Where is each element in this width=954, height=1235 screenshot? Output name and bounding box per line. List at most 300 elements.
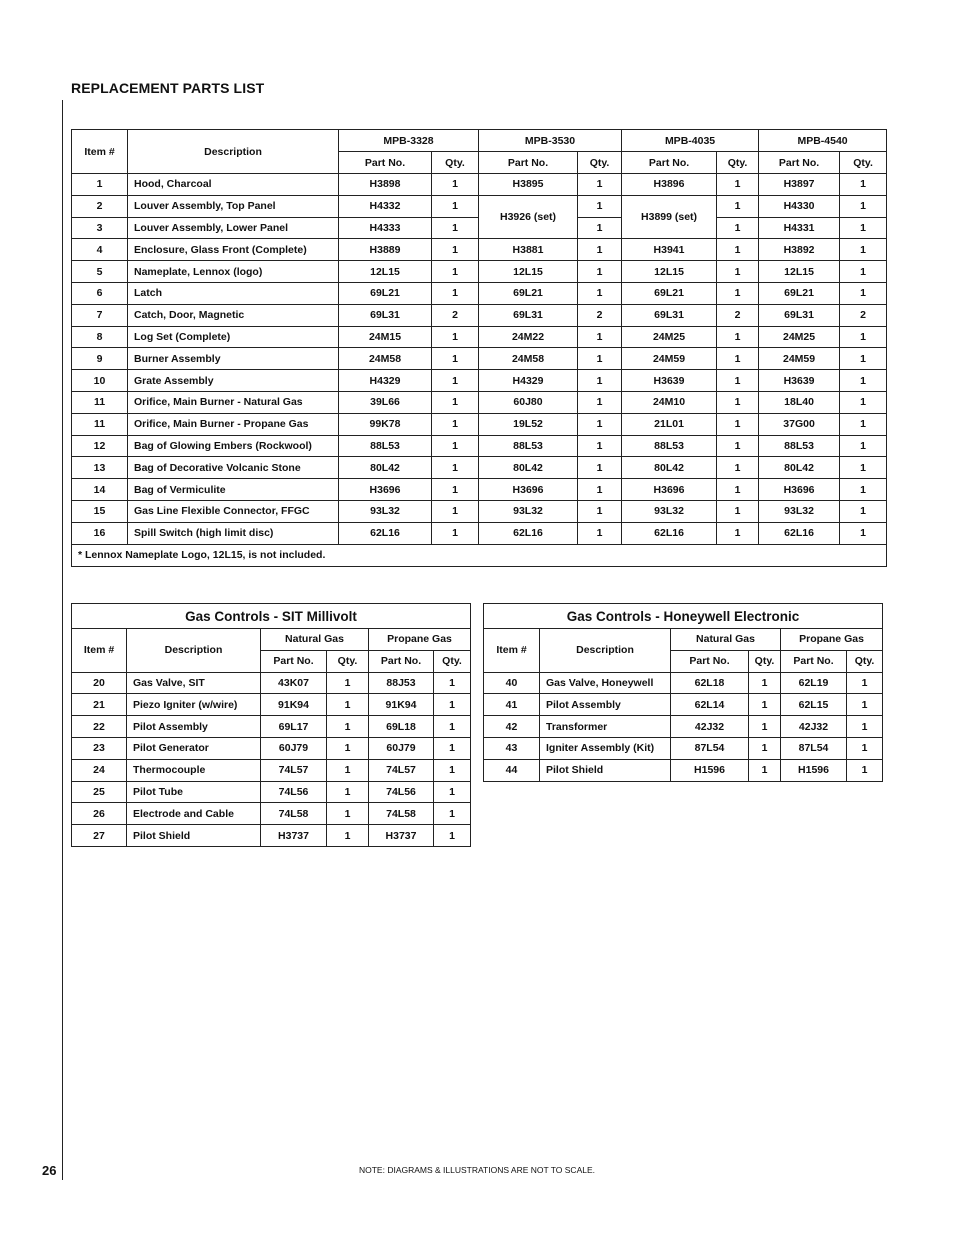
part-number: H4331 xyxy=(759,217,840,239)
part-number: 18L40 xyxy=(759,391,840,413)
part-number: H3696 xyxy=(479,479,578,501)
quantity: 1 xyxy=(578,348,622,370)
col-header-natural-gas: Natural Gas xyxy=(671,629,781,651)
part-number: 99K78 xyxy=(339,413,432,435)
part-number: 62L16 xyxy=(759,522,840,544)
part-number: 62L16 xyxy=(339,522,432,544)
quantity: 1 xyxy=(840,261,887,283)
col-header-qty: Qty. xyxy=(847,650,883,672)
col-header-part-no: Part No. xyxy=(622,152,717,174)
natural-gas-quantity: 1 xyxy=(749,716,781,738)
part-number: 24M10 xyxy=(622,391,717,413)
quantity: 1 xyxy=(578,239,622,261)
table-row xyxy=(72,413,887,435)
part-description: Pilot Generator xyxy=(127,737,261,759)
part-number: 69L31 xyxy=(622,304,717,326)
quantity: 1 xyxy=(840,195,887,217)
table-title: Gas Controls - SIT Millivolt xyxy=(72,604,471,629)
part-number: 62L16 xyxy=(479,522,578,544)
part-description: Gas Valve, SIT xyxy=(127,672,261,694)
quantity: 1 xyxy=(717,174,759,196)
part-number: H3897 xyxy=(759,174,840,196)
propane-gas-part-number: 87L54 xyxy=(781,737,847,759)
part-number: 24M15 xyxy=(339,326,432,348)
quantity: 1 xyxy=(432,348,479,370)
part-number: 37G00 xyxy=(759,413,840,435)
item-number: 5 xyxy=(72,261,128,283)
part-number: H3898 xyxy=(339,174,432,196)
footer-note: NOTE: DIAGRAMS & ILLUSTRATIONS ARE NOT TO SCALE. xyxy=(358,1165,595,1175)
table-row xyxy=(72,672,471,694)
table-row xyxy=(72,479,887,501)
natural-gas-quantity: 1 xyxy=(327,803,369,825)
item-number: 22 xyxy=(72,716,127,738)
quantity: 1 xyxy=(432,370,479,392)
col-header-part-no: Part No. xyxy=(781,650,847,672)
item-number: 26 xyxy=(72,803,127,825)
col-header-part-no: Part No. xyxy=(261,650,327,672)
col-header-description: Description xyxy=(128,130,339,174)
table-title: Gas Controls - Honeywell Electronic xyxy=(484,604,883,629)
table-row xyxy=(72,781,471,803)
col-header-qty: Qty. xyxy=(578,152,622,174)
part-description: Orifice, Main Burner - Propane Gas xyxy=(128,413,339,435)
quantity: 1 xyxy=(717,435,759,457)
item-number: 12 xyxy=(72,435,128,457)
page-margin-rule xyxy=(62,100,63,1180)
quantity: 1 xyxy=(717,500,759,522)
table-row xyxy=(72,522,887,544)
table-note-row xyxy=(72,544,887,566)
part-number: 60J80 xyxy=(479,391,578,413)
propane-gas-part-number: 69L18 xyxy=(369,716,434,738)
part-number: H4332 xyxy=(339,195,432,217)
part-number: H3696 xyxy=(622,479,717,501)
quantity: 1 xyxy=(717,282,759,304)
table-row xyxy=(72,261,887,283)
propane-gas-part-number: 62L19 xyxy=(781,672,847,694)
part-number: 12L15 xyxy=(339,261,432,283)
col-header-model: MPB-4035 xyxy=(622,130,759,152)
page-number: 26 xyxy=(42,1163,57,1178)
propane-gas-part-number: 60J79 xyxy=(369,737,434,759)
natural-gas-quantity: 1 xyxy=(327,672,369,694)
part-description: Burner Assembly xyxy=(128,348,339,370)
natural-gas-part-number: 62L14 xyxy=(671,694,749,716)
quantity: 1 xyxy=(717,522,759,544)
table-row xyxy=(72,304,887,326)
quantity: 1 xyxy=(432,391,479,413)
quantity: 1 xyxy=(578,370,622,392)
quantity: 1 xyxy=(840,435,887,457)
col-header-natural-gas: Natural Gas xyxy=(261,629,369,651)
propane-gas-quantity: 1 xyxy=(434,781,471,803)
part-number: H3639 xyxy=(759,370,840,392)
natural-gas-part-number: 69L17 xyxy=(261,716,327,738)
natural-gas-quantity: 1 xyxy=(327,737,369,759)
table-row xyxy=(484,759,883,781)
quantity: 2 xyxy=(578,304,622,326)
table-row xyxy=(72,391,887,413)
part-number: 80L42 xyxy=(339,457,432,479)
item-number: 44 xyxy=(484,759,540,781)
part-number: 24M58 xyxy=(339,348,432,370)
quantity: 1 xyxy=(840,282,887,304)
item-number: 11 xyxy=(72,413,128,435)
quantity: 2 xyxy=(432,304,479,326)
item-number: 4 xyxy=(72,239,128,261)
item-number: 11 xyxy=(72,391,128,413)
col-header-model: MPB-3328 xyxy=(339,130,479,152)
natural-gas-quantity: 1 xyxy=(749,672,781,694)
item-number: 6 xyxy=(72,282,128,304)
part-number: 88L53 xyxy=(622,435,717,457)
part-description: Bag of Decorative Volcanic Stone xyxy=(128,457,339,479)
propane-gas-quantity: 1 xyxy=(434,716,471,738)
col-header-part-no: Part No. xyxy=(339,152,432,174)
quantity: 1 xyxy=(432,195,479,217)
part-number: 88L53 xyxy=(759,435,840,457)
natural-gas-part-number: 87L54 xyxy=(671,737,749,759)
table-row xyxy=(72,694,471,716)
quantity: 1 xyxy=(578,522,622,544)
part-number: H3892 xyxy=(759,239,840,261)
propane-gas-quantity: 1 xyxy=(434,672,471,694)
col-header-qty: Qty. xyxy=(327,650,369,672)
table-row xyxy=(72,803,471,825)
part-number: 88L53 xyxy=(339,435,432,457)
quantity: 1 xyxy=(840,326,887,348)
quantity: 2 xyxy=(840,304,887,326)
item-number: 40 xyxy=(484,672,540,694)
part-number: H3896 xyxy=(622,174,717,196)
quantity: 1 xyxy=(717,479,759,501)
table-row xyxy=(72,195,887,217)
item-number: 15 xyxy=(72,500,128,522)
part-number: 80L42 xyxy=(622,457,717,479)
quantity: 1 xyxy=(432,261,479,283)
part-number: 24M22 xyxy=(479,326,578,348)
col-header-description: Description xyxy=(127,629,261,673)
item-number: 1 xyxy=(72,174,128,196)
part-number: 62L16 xyxy=(622,522,717,544)
table-row xyxy=(72,239,887,261)
part-description: Catch, Door, Magnetic xyxy=(128,304,339,326)
col-header-part-no: Part No. xyxy=(369,650,434,672)
col-header-qty: Qty. xyxy=(717,152,759,174)
table-row xyxy=(484,737,883,759)
natural-gas-part-number: 43K07 xyxy=(261,672,327,694)
quantity: 1 xyxy=(840,239,887,261)
quantity: 1 xyxy=(432,479,479,501)
propane-gas-quantity: 1 xyxy=(434,825,471,847)
part-number: 93L32 xyxy=(759,500,840,522)
part-number: 24M25 xyxy=(759,326,840,348)
quantity: 1 xyxy=(432,435,479,457)
quantity: 1 xyxy=(578,195,622,217)
part-number: 12L15 xyxy=(479,261,578,283)
col-header-part-no: Part No. xyxy=(671,650,749,672)
part-number: 24M59 xyxy=(622,348,717,370)
natural-gas-quantity: 1 xyxy=(749,737,781,759)
item-number: 20 xyxy=(72,672,127,694)
part-description: Nameplate, Lennox (logo) xyxy=(128,261,339,283)
quantity: 1 xyxy=(717,391,759,413)
part-description: Igniter Assembly (Kit) xyxy=(540,737,671,759)
propane-gas-quantity: 1 xyxy=(847,737,883,759)
quantity: 1 xyxy=(717,457,759,479)
part-description: Thermocouple xyxy=(127,759,261,781)
natural-gas-part-number: H3737 xyxy=(261,825,327,847)
col-header-propane-gas: Propane Gas xyxy=(369,629,471,651)
quantity: 1 xyxy=(840,413,887,435)
part-number: H4333 xyxy=(339,217,432,239)
part-description: Pilot Tube xyxy=(127,781,261,803)
col-header-part-no: Part No. xyxy=(479,152,578,174)
quantity: 1 xyxy=(840,457,887,479)
natural-gas-quantity: 1 xyxy=(327,825,369,847)
quantity: 1 xyxy=(717,326,759,348)
item-number: 8 xyxy=(72,326,128,348)
quantity: 1 xyxy=(578,500,622,522)
quantity: 1 xyxy=(432,326,479,348)
table-row xyxy=(72,737,471,759)
quantity: 1 xyxy=(840,391,887,413)
table-row xyxy=(72,500,887,522)
propane-gas-quantity: 1 xyxy=(434,803,471,825)
part-number: H3696 xyxy=(759,479,840,501)
quantity: 1 xyxy=(717,217,759,239)
propane-gas-quantity: 1 xyxy=(434,737,471,759)
natural-gas-part-number: 62L18 xyxy=(671,672,749,694)
propane-gas-quantity: 1 xyxy=(434,759,471,781)
table-row xyxy=(72,759,471,781)
part-number: 93L32 xyxy=(622,500,717,522)
part-description: Piezo Igniter (w/wire) xyxy=(127,694,261,716)
natural-gas-quantity: 1 xyxy=(327,694,369,716)
quantity: 1 xyxy=(578,282,622,304)
quantity: 1 xyxy=(840,522,887,544)
part-description: Gas Valve, Honeywell xyxy=(540,672,671,694)
part-number: H3696 xyxy=(339,479,432,501)
part-number: H3895 xyxy=(479,174,578,196)
item-number: 9 xyxy=(72,348,128,370)
part-description: Bag of Vermiculite xyxy=(128,479,339,501)
quantity: 1 xyxy=(578,326,622,348)
part-description: Enclosure, Glass Front (Complete) xyxy=(128,239,339,261)
part-number: H4330 xyxy=(759,195,840,217)
quantity: 1 xyxy=(717,370,759,392)
propane-gas-part-number: 42J32 xyxy=(781,716,847,738)
part-number: 93L32 xyxy=(479,500,578,522)
table-row xyxy=(72,457,887,479)
col-header-qty: Qty. xyxy=(749,650,781,672)
quantity: 1 xyxy=(432,457,479,479)
table-row xyxy=(72,825,471,847)
gas-controls-sit-table xyxy=(71,603,471,847)
item-number: 27 xyxy=(72,825,127,847)
part-number: 24M58 xyxy=(479,348,578,370)
part-number: H3889 xyxy=(339,239,432,261)
natural-gas-part-number: 91K94 xyxy=(261,694,327,716)
table-row xyxy=(484,672,883,694)
item-number: 16 xyxy=(72,522,128,544)
part-description: Hood, Charcoal xyxy=(128,174,339,196)
part-number: H3899 (set) xyxy=(622,195,717,239)
part-number: 93L32 xyxy=(339,500,432,522)
quantity: 1 xyxy=(432,413,479,435)
part-description: Pilot Assembly xyxy=(540,694,671,716)
page-title: REPLACEMENT PARTS LIST xyxy=(71,80,265,96)
part-number: H3881 xyxy=(479,239,578,261)
quantity: 1 xyxy=(717,413,759,435)
quantity: 1 xyxy=(432,217,479,239)
part-number: H4329 xyxy=(339,370,432,392)
part-description: Log Set (Complete) xyxy=(128,326,339,348)
propane-gas-part-number: 74L57 xyxy=(369,759,434,781)
part-number: 69L21 xyxy=(339,282,432,304)
quantity: 1 xyxy=(717,195,759,217)
item-number: 13 xyxy=(72,457,128,479)
natural-gas-quantity: 1 xyxy=(749,759,781,781)
table-row xyxy=(72,370,887,392)
propane-gas-part-number: 88J53 xyxy=(369,672,434,694)
part-number: 69L21 xyxy=(622,282,717,304)
table-row xyxy=(484,716,883,738)
part-number: 12L15 xyxy=(759,261,840,283)
quantity: 1 xyxy=(432,239,479,261)
part-description: Transformer xyxy=(540,716,671,738)
item-number: 21 xyxy=(72,694,127,716)
part-description: Spill Switch (high limit disc) xyxy=(128,522,339,544)
propane-gas-quantity: 1 xyxy=(847,694,883,716)
quantity: 1 xyxy=(840,348,887,370)
quantity: 1 xyxy=(578,391,622,413)
natural-gas-quantity: 1 xyxy=(327,759,369,781)
quantity: 1 xyxy=(717,239,759,261)
quantity: 1 xyxy=(578,479,622,501)
natural-gas-part-number: 42J32 xyxy=(671,716,749,738)
part-description: Latch xyxy=(128,282,339,304)
quantity: 1 xyxy=(578,174,622,196)
item-number: 24 xyxy=(72,759,127,781)
part-number: 69L31 xyxy=(339,304,432,326)
quantity: 1 xyxy=(578,435,622,457)
table-note: * Lennox Nameplate Logo, 12L15, is not included. xyxy=(72,544,887,566)
table-row xyxy=(72,326,887,348)
item-number: 23 xyxy=(72,737,127,759)
quantity: 1 xyxy=(432,174,479,196)
part-number: 19L52 xyxy=(479,413,578,435)
natural-gas-part-number: 74L58 xyxy=(261,803,327,825)
gas-controls-honeywell-table xyxy=(483,603,883,782)
part-description: Grate Assembly xyxy=(128,370,339,392)
part-number: 69L31 xyxy=(759,304,840,326)
part-description: Louver Assembly, Top Panel xyxy=(128,195,339,217)
item-number: 14 xyxy=(72,479,128,501)
part-number: 24M59 xyxy=(759,348,840,370)
propane-gas-part-number: 74L56 xyxy=(369,781,434,803)
col-header-qty: Qty. xyxy=(840,152,887,174)
col-header-model: MPB-3530 xyxy=(479,130,622,152)
part-number: 80L42 xyxy=(479,457,578,479)
part-number: 69L21 xyxy=(759,282,840,304)
part-description: Pilot Shield xyxy=(540,759,671,781)
natural-gas-part-number: 74L57 xyxy=(261,759,327,781)
part-description: Bag of Glowing Embers (Rockwool) xyxy=(128,435,339,457)
col-header-qty: Qty. xyxy=(432,152,479,174)
propane-gas-quantity: 1 xyxy=(847,759,883,781)
col-header-propane-gas: Propane Gas xyxy=(781,629,883,651)
propane-gas-part-number: 62L15 xyxy=(781,694,847,716)
table-row xyxy=(72,282,887,304)
quantity: 1 xyxy=(840,500,887,522)
col-header-item: Item # xyxy=(484,629,540,673)
propane-gas-quantity: 1 xyxy=(847,672,883,694)
quantity: 1 xyxy=(578,457,622,479)
part-number: 39L66 xyxy=(339,391,432,413)
quantity: 1 xyxy=(432,500,479,522)
natural-gas-part-number: 60J79 xyxy=(261,737,327,759)
natural-gas-quantity: 1 xyxy=(749,694,781,716)
natural-gas-quantity: 1 xyxy=(327,781,369,803)
quantity: 2 xyxy=(717,304,759,326)
col-header-model: MPB-4540 xyxy=(759,130,887,152)
quantity: 1 xyxy=(840,479,887,501)
quantity: 1 xyxy=(840,217,887,239)
col-header-item: Item # xyxy=(72,629,127,673)
part-number: H3639 xyxy=(622,370,717,392)
part-number: H4329 xyxy=(479,370,578,392)
table-row xyxy=(484,694,883,716)
item-number: 3 xyxy=(72,217,128,239)
col-header-description: Description xyxy=(540,629,671,673)
part-number: 21L01 xyxy=(622,413,717,435)
part-number: 12L15 xyxy=(622,261,717,283)
item-number: 7 xyxy=(72,304,128,326)
propane-gas-part-number: 74L58 xyxy=(369,803,434,825)
propane-gas-part-number: H1596 xyxy=(781,759,847,781)
col-header-qty: Qty. xyxy=(434,650,471,672)
natural-gas-quantity: 1 xyxy=(327,716,369,738)
propane-gas-part-number: 91K94 xyxy=(369,694,434,716)
item-number: 42 xyxy=(484,716,540,738)
col-header-item: Item # xyxy=(72,130,128,174)
part-description: Pilot Assembly xyxy=(127,716,261,738)
quantity: 1 xyxy=(717,348,759,370)
item-number: 2 xyxy=(72,195,128,217)
propane-gas-quantity: 1 xyxy=(434,694,471,716)
part-number: 24M25 xyxy=(622,326,717,348)
quantity: 1 xyxy=(432,522,479,544)
part-description: Gas Line Flexible Connector, FFGC xyxy=(128,500,339,522)
table-row xyxy=(72,174,887,196)
part-description: Louver Assembly, Lower Panel xyxy=(128,217,339,239)
quantity: 1 xyxy=(578,217,622,239)
quantity: 1 xyxy=(840,370,887,392)
part-description: Orifice, Main Burner - Natural Gas xyxy=(128,391,339,413)
quantity: 1 xyxy=(432,282,479,304)
item-number: 41 xyxy=(484,694,540,716)
quantity: 1 xyxy=(578,413,622,435)
item-number: 10 xyxy=(72,370,128,392)
quantity: 1 xyxy=(578,261,622,283)
quantity: 1 xyxy=(717,261,759,283)
replacement-parts-table xyxy=(71,129,887,567)
natural-gas-part-number: H1596 xyxy=(671,759,749,781)
part-number: 69L31 xyxy=(479,304,578,326)
table-row xyxy=(72,716,471,738)
